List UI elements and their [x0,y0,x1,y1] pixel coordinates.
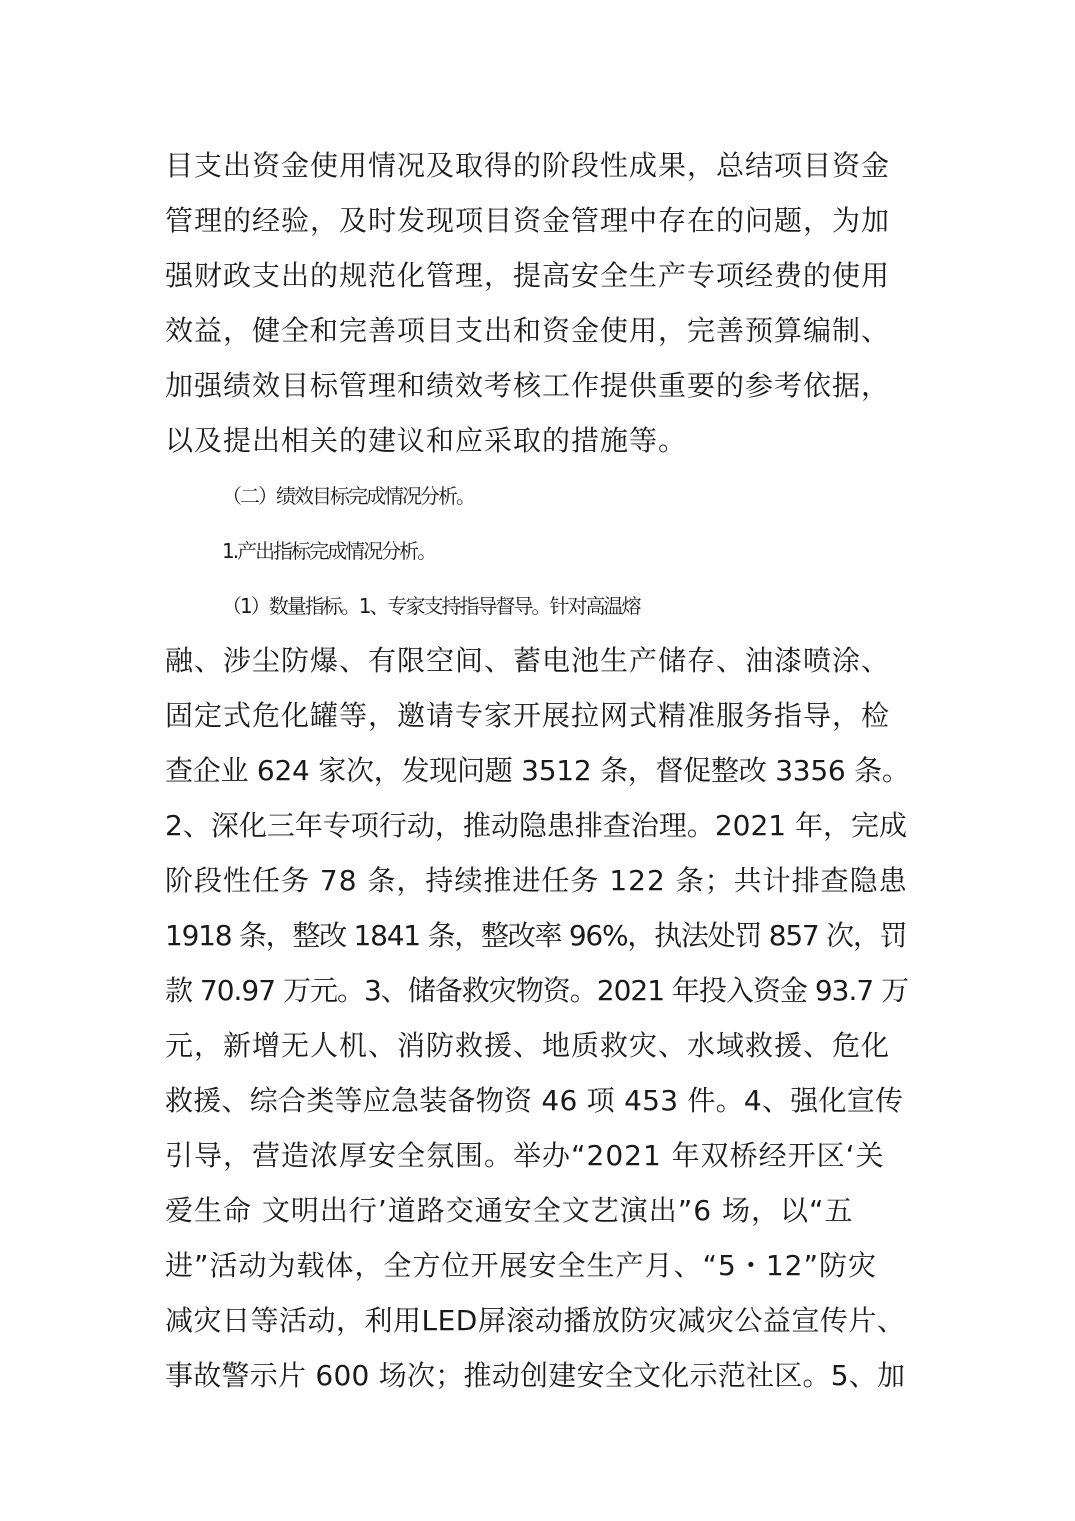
paragraph-line: 固定式危化罐等，邀请专家开展拉网式精准服务指导，检 [165,699,891,732]
paragraph-line: 阶段性任务 78 条，持续推进任务 122 条；共计排查隐患 [165,864,908,897]
paragraph-line: 查企业 624 家次，发现问题 3512 条，督促整改 3356 条。 [165,754,910,787]
paragraph-line: 进”活动为载体，全方位开展安全生产月、“5・12”防灾 [165,1249,877,1282]
paragraph-line: 爱生命 文明出行’道路交通安全文艺演出”6 场，以“五 [165,1194,854,1227]
paragraph-line: 加强绩效目标管理和绩效考核工作提供重要的参考依据， [165,369,891,402]
paragraph-line: （1）数量指标。1、专家支持指导督导。针对高温熔 [222,594,640,618]
paragraph-line: 融、涉尘防爆、有限空间、蓄电池生产储存、油漆喷涂、 [165,644,891,677]
paragraph-line: 事故警示片 600 场次；推动创建安全文化示范社区。5、加 [165,1359,906,1392]
paragraph-line: 目支出资金使用情况及取得的阶段性成果，总结项目资金 [165,149,891,182]
paragraph-line: 效益，健全和完善项目支出和资金使用，完善预算编制、 [165,314,891,347]
paragraph-line: 减灾日等活动，利用LED屏滚动播放防灾减灾公益宣传片、 [165,1304,906,1337]
paragraph-line: 强财政支出的规范化管理，提高安全生产专项经费的使用 [165,259,891,292]
paragraph-line: 元，新增无人机、消防救援、地质救灾、水域救援、危化 [165,1029,891,1062]
paragraph-line: 救援、综合类等应急装备物资 46 项 453 件。4、强化宣传 [165,1084,904,1117]
subsection-heading: 1.产出指标完成情况分析。 [222,539,436,563]
paragraph-line: 1918 条，整改 1841 条，整改率 96%，执法处罚 857 次，罚 [165,919,907,952]
section-heading: （二）绩效目标完成情况分析。 [222,484,474,508]
paragraph-line: 2、深化三年专项行动，推动隐患排查治理。2021 年，完成 [165,809,907,842]
paragraph-line: 款 70.97 万元。3、储备救灾物资。2021 年投入资金 93.7 万 [165,974,909,1007]
paragraph-line: 以及提出相关的建议和应采取的措施等。 [165,424,688,457]
paragraph-line: 管理的经验，及时发现项目资金管理中存在的问题，为加 [165,204,891,237]
paragraph-line: 引导，营造浓厚安全氛围。举办“2021 年双桥经开区‘关 [165,1139,885,1172]
